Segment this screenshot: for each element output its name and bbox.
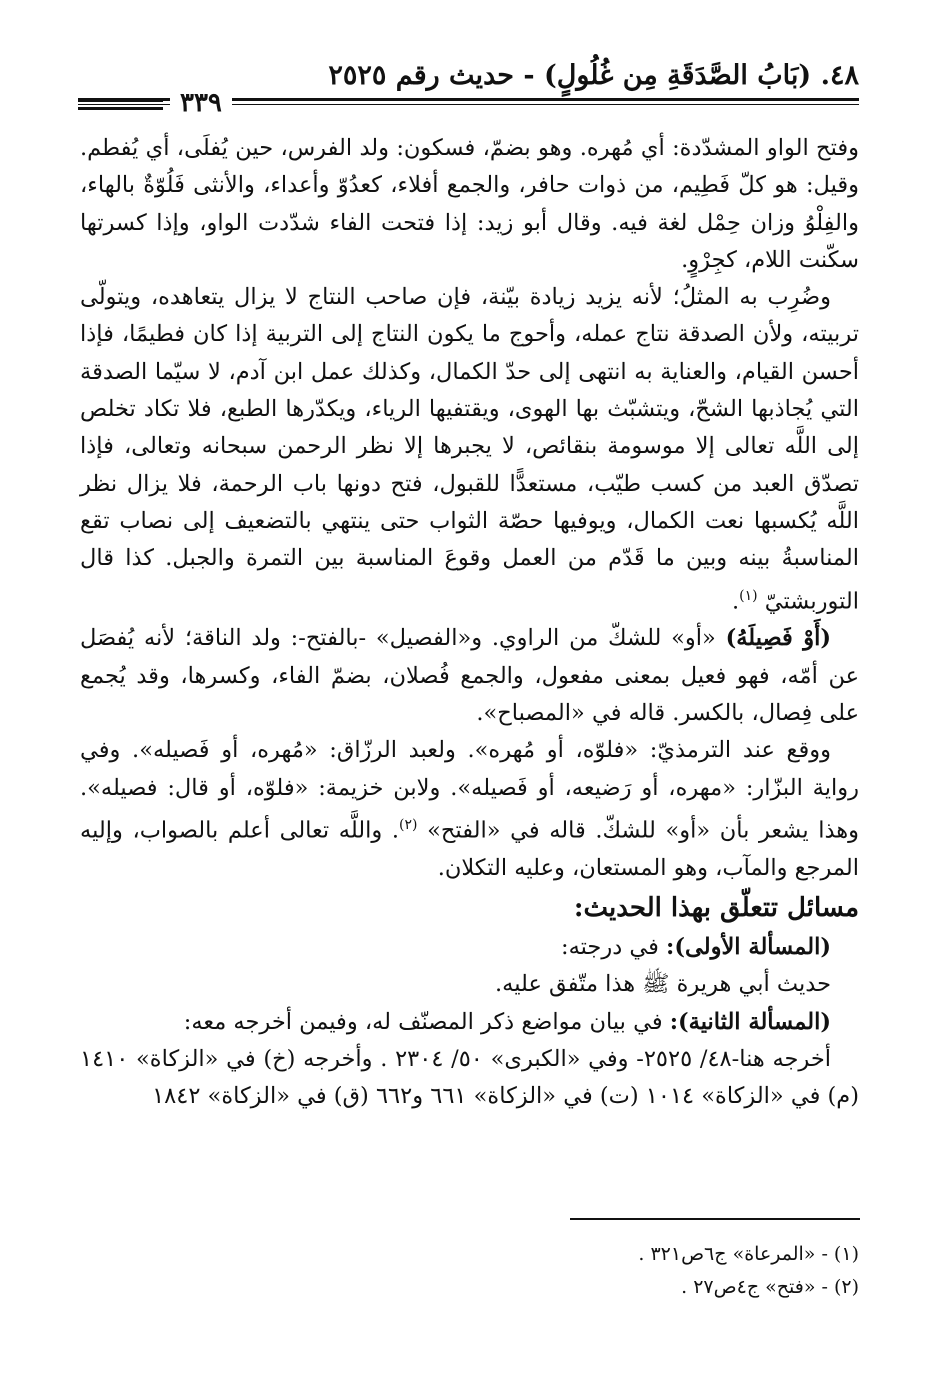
issue-1-subject: في درجته:	[561, 933, 659, 960]
footnote-ref-1: (١)	[739, 587, 758, 604]
issue-1-label: (المسألة الأولى):	[666, 933, 831, 960]
footnote-separator	[570, 1218, 860, 1220]
issue-2-subject: في بيان مواضع ذكر المصنّف له، وفيمن أخرجه معه:	[183, 1008, 663, 1035]
page-number-ornament	[78, 99, 163, 115]
page-number: ٣٣٩	[170, 88, 232, 118]
paragraph-2: وضُرِب به المثلُ؛ لأنه يزيد زيادة بيّنة، فإن صاحب النتاج لا يزال يتعاهده، ويتولّى تربيته، ولأن الصدقة نتاج عمله، وأحوج ما يكون النتاج إلى التربية إذا كان فطيمًا، فإذا أحسن القيام، والعناية به انتهى إلى حدّ الكمال، وكذلك عمل ابن آدم، لا سيّما الصدقة التي يُجاذبها الشحّ، ويتشبّث بها الهوى، ويقتفيها الرياء، ويكدّرها الطبع، فلا تكاد تخلص إلى اللَّه تعالى إلا موسومة بنقائص، لا يجبرها إلا نظر الرحمن سبحانه وتعالى، فإذا تصدّق العبد من كسب طيّب، مستعدًّا للقبول، فتح دونها باب الرحمة، فلا يزال نظر اللَّه يُكسبها نعت الكمال، ويوفيها حصّة الثواب حتى ينتهي بالتضعيف إلى نصاب تقع المناسبةُ بينه وبين ما قَدّم من العمل وقوعَ المناسبة بين التمرة والجبل. كذا قال التوربشتيّ $^{(١)}$.	[80, 284, 859, 615]
footnotes	[638, 1238, 859, 1304]
issue-1-text: حديث أبي هريرة ﷺ هذا متّفق عليه.	[495, 971, 831, 998]
paragraph-4-text: ووقع عند الترمذيّ: «فلوّه، أو مُهره». ولعبد الرزّاق: «مُهره، أو فَصيله». وفي رواية البزّار: «مهره، أو رَضيعه، أو فَصيله». ولابن خزيمة: «فلوّه، أو قال: فصيله». وهذا يشعر بأن «أو» للشكّ. قاله في «الفتح»	[80, 737, 859, 844]
main-text	[80, 130, 859, 1115]
page-header	[78, 58, 859, 128]
paragraph-3	[80, 620, 859, 732]
paragraph-4	[80, 732, 859, 887]
paragraph-4-tail: . واللَّه تعالى أعلم بالصواب، وإليه المرجع والمآب، وهو المستعان، وعليه التكلان.	[80, 817, 859, 881]
footnote-ref-2: (٢)	[399, 816, 418, 833]
issue-2-label: (المسألة الثانية):	[669, 1008, 831, 1035]
chapter-title: ٤٨. (بَابُ الصَّدَقَةِ مِن غُلُولٍ) - حديث رقم ٢٥٢٥	[328, 60, 859, 91]
footnote-1: (١) - «المرعاة» ج٦ص٣٢١ .	[638, 1243, 859, 1265]
paragraph-2-text: وضُرِب به المثلُ؛ لأنه يزيد زيادة بيّنة، فإن صاحب النتاج لا يزال يتعاهده، ويتولّى تربيته، ولأن الصدقة نتاج عمله، وأحوج ما يكون النتاج إلى التربية إذا كان فطيمًا، فإذا أحسن القيام، والعناية به انتهى إلى حدّ الكمال، وكذلك عمل ابن آدم، لا سيّما الصدقة التي يُجاذبها الشحّ، ويتشبّث بها الهوى، ويقتفيها الرياء، ويكدّرها الطبع، فلا تكاد تخلص إلى اللَّه تعالى إلا موسومة بنقائص، لا يجبرها إلا نظر الرحمن سبحانه وتعالى، فإذا تصدّق العبد من كسب طيّب، مستعدًّا للقبول، فتح دونها باب الرحمة، فلا يزال نظر اللَّه يُكسبها نعت الكمال، ويوفيها حصّة الثواب حتى ينتهي بالتضعيف إلى نصاب تقع المناسبةُ بينه وبين ما قَدّم من العمل وقوعَ المناسبة بين التمرة والجبل. كذا قال التوربشتيّ	[80, 284, 859, 615]
issue-2-text: أخرجه هنا-٤٨/ ٢٥٢٥- وفي «الكبرى» ٥٠/ ٢٣٠٤ . وأخرجه (خ) في «الزكاة» ١٤١٠ (م) في «الزكاة» ١٠١٤ (ت) في «الزكاة» ٦٦١ و٦٦٢ (ق) في «الزكاة» ١٨٤٢	[80, 1045, 859, 1110]
paragraph-1: وفتح الواو المشدّدة: أي مُهره. وهو بضمّ، فسكون: ولد الفرس، حين يُفلَى، أي يُفطم. وقيل: هو كلّ فَطِيم، من ذوات حافر، والجمع أفلاء، كعدُوّ وأعداء، والأنثى فَلُوّةٌ بالهاء، والفِلْوُ وزان حِمْل لغة فيه. وقال أبو زيد: إذا فتحت الفاء شدّدت الواو، وإذا كسرتها سكّنت اللام، كجِرْوٍ.	[80, 135, 859, 273]
hadith-phrase: (أَوْ فَصِيلَهُ)	[725, 625, 832, 652]
footnote-2: (٢) - «فتح» ج٤ص٢٧ .	[681, 1276, 859, 1298]
issue-1-title	[80, 929, 859, 966]
section-heading: مسائل تتعلّق بهذا الحديث:	[573, 892, 859, 923]
issue-2-title	[80, 1004, 859, 1041]
paragraph-3-text: «أو» للشكّ من الراوي. و«الفصيل» -بالفتح-: ولد الناقة؛ لأنه يُفصَل عن أمّه، فهو فعيل بمعنى مفعول، والجمع فُصلان، بضمّ الفاء، وكسرها، وقد يُجمع على فِصال، بالكسر. قاله في «المصباح».	[80, 625, 859, 726]
